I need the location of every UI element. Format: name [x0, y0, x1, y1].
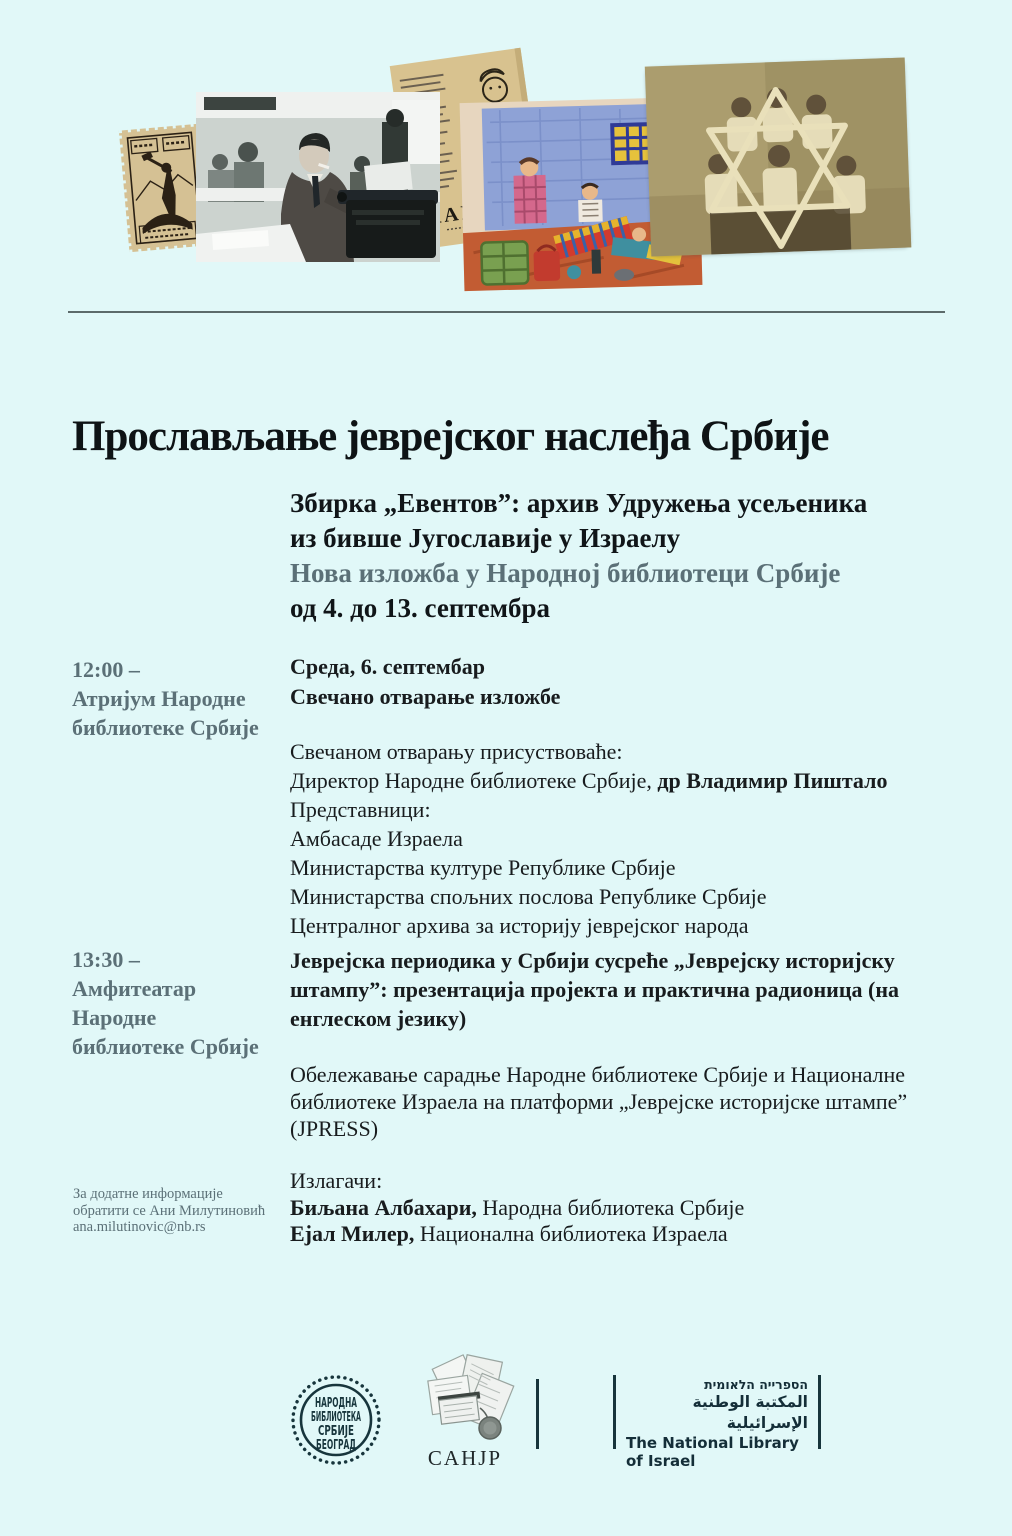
body-line: Представници: — [290, 797, 431, 822]
photo-collage — [0, 0, 1012, 300]
body-line: Министарства спољних послова Републике Србије — [290, 884, 767, 909]
nli-english-name-line: of Israel — [626, 1452, 696, 1470]
speaker-org: Национална библиотека Израела — [414, 1221, 728, 1246]
body-line: Централног архива за историју јеврејског народа — [290, 913, 749, 938]
page-title: Прослављање јеврејског наслеђа Србије — [72, 412, 829, 460]
session1-details — [290, 652, 958, 940]
nli-right-bar — [818, 1375, 821, 1449]
session1-time: 12:00 – — [72, 657, 140, 682]
session1-heading-line: Свечано отварање изложбе — [290, 684, 561, 709]
speaker-line — [290, 1221, 958, 1248]
intro-line-venue: Нова изложба у Народној библиотеци Србије — [290, 558, 841, 588]
typewriter-photo-image — [196, 92, 440, 262]
director-name: др Владимир Пиштало — [657, 768, 888, 793]
national-library-serbia-logo — [290, 1374, 382, 1466]
nli-left-bar — [613, 1375, 616, 1449]
nbs-logo-line: СРБИЈЕ — [318, 1424, 354, 1439]
nli-arabic-name: المكتبة الوطنية الإسرائيلية — [692, 1393, 808, 1432]
session2-location-line: Народне — [72, 1005, 157, 1030]
contact-info — [73, 1186, 288, 1236]
session1-heading-line: Среда, 6. септембар — [290, 654, 485, 679]
contact-email: ana.milutinovic@nb.rs — [73, 1219, 206, 1235]
national-library-israel-logo — [613, 1375, 821, 1470]
nbs-logo-line: БЕОГРАД — [316, 1438, 356, 1453]
session2-body — [290, 1061, 958, 1142]
session1-body — [290, 737, 958, 940]
speaker-org: Народна библиотека Србије — [476, 1194, 745, 1220]
session1-time-location — [72, 655, 284, 742]
speakers-label: Излагачи: — [290, 1168, 383, 1193]
session2-time: 13:30 – — [72, 947, 140, 972]
nbs-logo-line: НАРОДНА — [315, 1396, 357, 1411]
body-line: Амбасаде Израела — [290, 826, 463, 851]
intro-line: Збирка „Евентов”: архив Удружења усељеника — [290, 488, 868, 518]
body-line: Директор Народне библиотеке Србије, др Владимир Пиштало — [290, 768, 888, 793]
body-line: Свечаном отварању присуствоваће: — [290, 739, 623, 764]
session2-location-line: библиотеке Србије — [72, 1034, 259, 1059]
nli-english-name-line: The National Library — [626, 1434, 799, 1452]
session2-heading-line: Јеврејска периодика у Србији сусреће „Јеврејску историјску — [290, 948, 895, 973]
cahjp-label: CAHJP — [427, 1446, 503, 1470]
session2-location-line: Амфитеатар — [72, 976, 197, 1001]
session2-heading-line: штампу”: презентација пројекта и практична радионица (на — [290, 977, 899, 1002]
session1-location-line: Атријум Народне — [72, 686, 246, 711]
speaker-name: Биљана Албахари, — [290, 1194, 477, 1220]
star-of-david-photo-image — [645, 58, 911, 257]
vertical-divider — [536, 1379, 539, 1449]
contact-line: За додатне информације — [73, 1186, 223, 1202]
horizontal-divider — [68, 311, 945, 313]
cahjp-papers-icon — [410, 1352, 520, 1444]
exhibition-intro — [290, 486, 970, 626]
contact-line: обратити се Ани Милутиновић — [73, 1202, 266, 1219]
nbs-logo-line: БИБЛИОТЕКА — [311, 1410, 361, 1425]
body-line: Обележавање сарадње Народне библиотеке Србије и Националне — [290, 1062, 906, 1087]
cahjp-logo — [405, 1352, 525, 1471]
speaker-name: Ејал Милер, — [290, 1221, 415, 1246]
nli-hebrew-name: הספרייה הלאומית — [704, 1377, 808, 1392]
speaker-line — [290, 1195, 958, 1222]
intro-line-dates: од 4. до 13. септембра — [290, 593, 551, 623]
session2-time-location — [72, 945, 284, 1061]
intro-line: из бивше Југославије у Израелу — [290, 523, 681, 553]
body-line: (JPRESS) — [290, 1116, 379, 1141]
session2-heading-line: енглеском језику) — [290, 1006, 467, 1031]
body-line: библиотеке Израела на платформи „Јеврејске историјске штампе” — [290, 1089, 908, 1114]
body-line: Министарства културе Републике Србије — [290, 855, 676, 880]
session1-location-line: библиотеке Србије — [72, 715, 259, 740]
speakers-list — [290, 1168, 958, 1248]
session2-details — [290, 946, 958, 1248]
